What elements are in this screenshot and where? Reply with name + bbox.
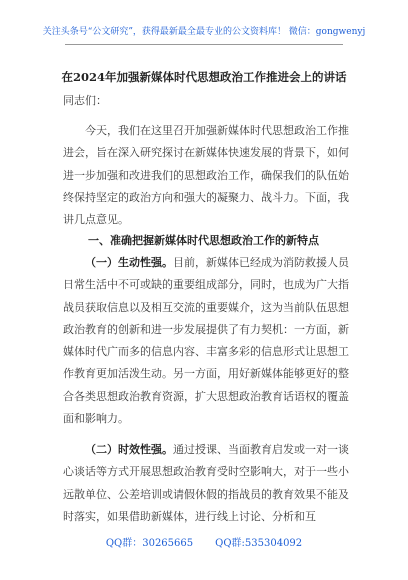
- point-1-lead: （一）生动性强。: [85, 256, 173, 269]
- point-2-lead: （二）时效性强。: [85, 443, 173, 456]
- footer-qq-group-1: QQ群：30265665: [105, 538, 194, 549]
- point-1-text: 目前，新媒体已经成为消防救援人员日常生活中不可或缺的重要组成部分，同时，也成为广大指战员获取信息以及相互交流的重要媒介，这为当前队伍思想政治教育的创新和进一步发展提供了有力契机：一方面，新媒体时代广而多的信息内容、丰富多彩的信息形式让思想工作教育更加活泼生动。另一方面，用好新媒体能够更好的整合各类思想政治教育资源，扩大思想政治教育话语权的覆盖面和影响力。: [63, 256, 349, 426]
- paragraph-point-1: [63, 252, 353, 430]
- footer-contacts: [0, 534, 408, 549]
- header-divider: [65, 44, 343, 45]
- document-title: 在2024年加强新媒体时代思想政治工作推进会上的讲话: [61, 70, 347, 84]
- intro-paragraph: 今天，我们在这里召开加强新媒体时代思想政治工作推进会，旨在深入研究探讨在新媒体快速发展的背景下，如何进一步加强和改进我们的思想政治工作，确保我们的队伍始终保持坚定的政治方向和强大的凝聚力、战斗力。下面，我讲几点意见。: [63, 124, 349, 227]
- point-2-text: 通过授课、当面教育启发或一对一谈心谈话等方式开展思想政治教育受时空影响大，对于一些小远散单位、公差培训或请假休假的指战员的教育效果不能及时落实，如果借助新媒体，进行线上讨论、分析和互: [63, 443, 349, 523]
- salutation: 同志们：: [63, 94, 107, 107]
- section-heading: 一、准确把握新媒体时代思想政治工作的新特点: [88, 234, 319, 247]
- header-note: 关注头条号“公文研究”，获得最新最全最专业的公文资料库！ 微信：gongwenyj: [42, 27, 366, 37]
- footer-qq-group-2: QQ群:535304092: [215, 538, 303, 549]
- paragraph-point-2: [63, 439, 353, 528]
